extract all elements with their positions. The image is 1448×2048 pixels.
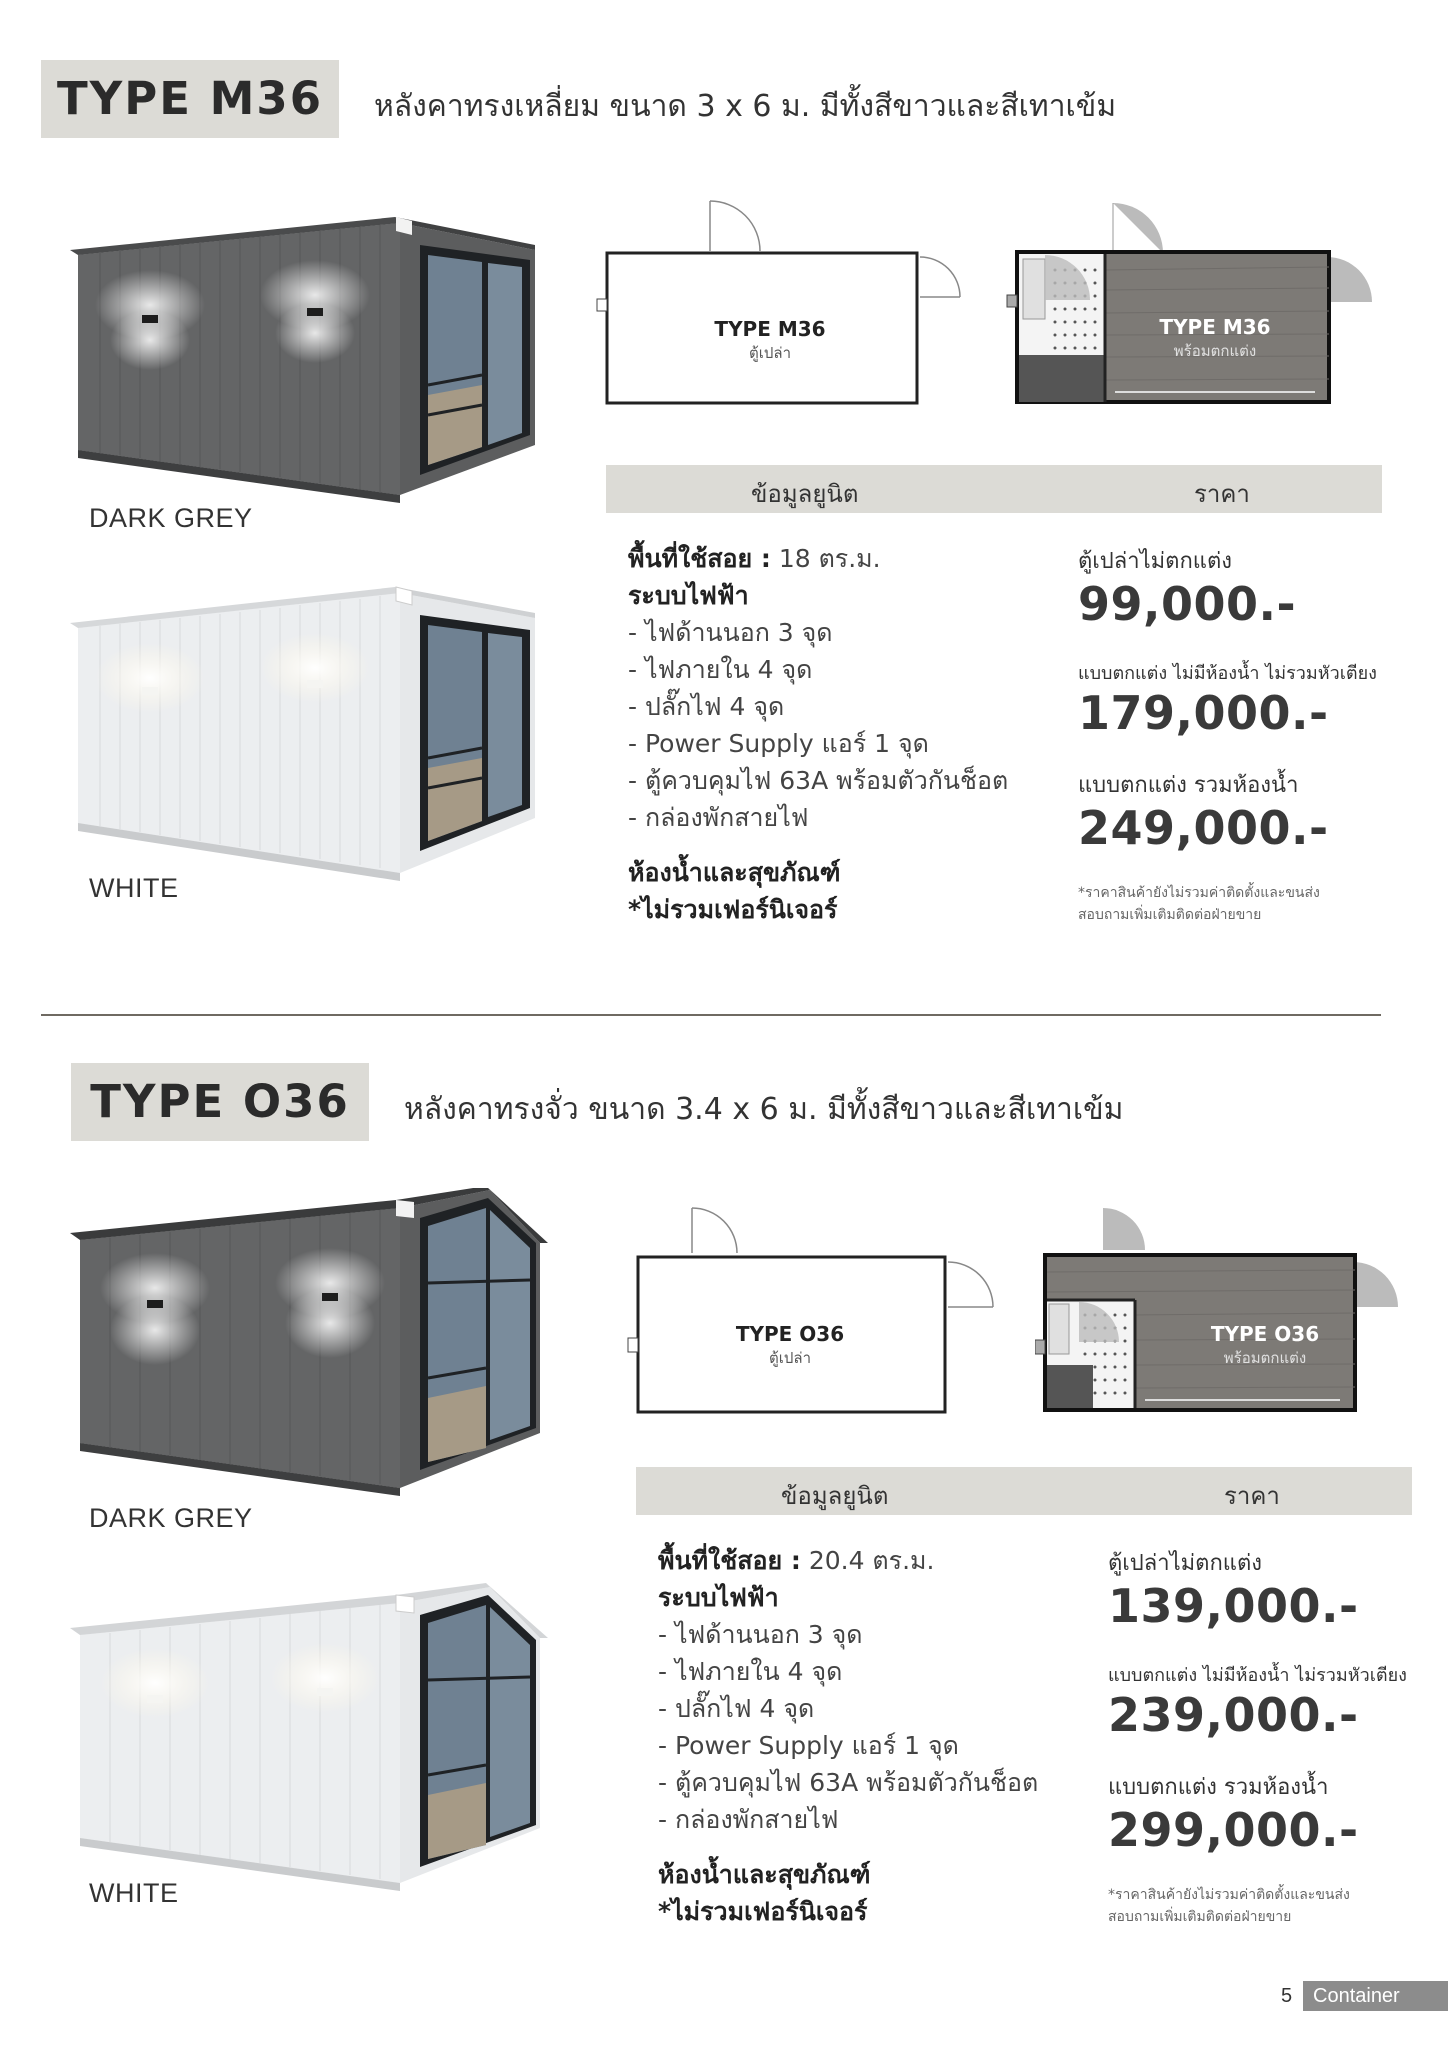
o36-finished-plan-title: TYPE O36 [1210, 1322, 1320, 1346]
m36-electrical-label: ระบบไฟฟ้า [628, 581, 749, 610]
o36-electrical-label: ระบบไฟฟ้า [658, 1583, 779, 1612]
m36-finished-plan-title: TYPE M36 [1159, 315, 1271, 339]
m36-price-label: แบบตกแต่ง รวมห้องน้ำ [1078, 773, 1299, 798]
m36-price-note: สอบถามเพิ่มเติมติดต่อฝ่ายขาย [1078, 907, 1262, 923]
o36-price-note: สอบถามเพิ่มเติมติดต่อฝ่ายขาย [1108, 1909, 1292, 1925]
o36-area-label: พื้นที่ใช้สอย : [658, 1546, 801, 1575]
m36-dark-grey-label: DARK GREY [89, 503, 253, 533]
section-divider [41, 1014, 1381, 1016]
o36-price-value: 299,000.- [1108, 1803, 1359, 1857]
m36-empty-plan-title: TYPE M36 [714, 317, 826, 341]
o36-electrical-item: - ไฟภายใน 4 จุด [658, 1657, 843, 1686]
m36-furniture-note: *ไม่รวมเฟอร์นิเจอร์ [628, 895, 838, 924]
o36-unit-info-header: ข้อมูลยูนิต [781, 1482, 889, 1510]
m36-area-value: 18 ตร.ม. [778, 544, 881, 573]
m36-empty-plan-drawing [590, 195, 970, 425]
m36-empty-floor-plan [590, 195, 970, 425]
o36-empty-plan-title: TYPE O36 [735, 1322, 845, 1346]
m36-info-header-bar [606, 465, 1382, 513]
m36-price-value: 179,000.- [1078, 686, 1329, 740]
page-number: 5 [1281, 1985, 1293, 2007]
m36-empty-plan-subtitle: ตู้เปล่า [748, 345, 791, 362]
o36-finished-plan-subtitle: พร้อมตกแต่ง [1223, 1350, 1307, 1367]
m36-price-label: แบบตกแต่ง ไม่มีห้องน้ำ ไม่รวมหัวเตียง [1078, 663, 1377, 684]
o36-price-option [1108, 1545, 1428, 1632]
type-m36-description: หลังคาทรงเหลี่ยม ขนาด 3 x 6 ม. มีทั้งสีขาวและสีเทาเข้ม [374, 89, 1117, 124]
o36-price-option [1108, 1769, 1428, 1856]
m36-spec-list [628, 540, 1078, 928]
o36-price-label: แบบตกแต่ง ไม่มีห้องน้ำ ไม่รวมหัวเตียง [1108, 1665, 1407, 1686]
o36-price-value: 139,000.- [1108, 1579, 1359, 1633]
m36-finished-plan-drawing [1005, 195, 1390, 425]
o36-price-label: แบบตกแต่ง รวมห้องน้ำ [1108, 1775, 1329, 1800]
o36-empty-plan-drawing [620, 1200, 1000, 1425]
m36-electrical-item: - ตู้ควบคุมไฟ 63A พร้อมตัวกันช็อต [628, 766, 1009, 795]
o36-electrical-item: - ตู้ควบคุมไฟ 63A พร้อมตัวกันช็อต [658, 1768, 1039, 1797]
o36-dark-grey-label: DARK GREY [89, 1503, 253, 1533]
m36-electrical-item: - ไฟภายใน 4 จุด [628, 655, 813, 684]
m36-finished-plan-subtitle: พร้อมตกแต่ง [1173, 343, 1257, 360]
o36-price-list [1108, 1545, 1428, 1928]
o36-finished-plan-drawing [1035, 1200, 1410, 1425]
o36-price-value: 239,000.- [1108, 1688, 1359, 1742]
m36-price-option [1078, 543, 1398, 630]
o36-finished-floor-plan [1035, 1200, 1410, 1425]
o36-white-render [70, 1583, 550, 1893]
o36-electrical-item: - ปลั๊กไฟ 4 จุด [658, 1694, 815, 1723]
o36-white-label: WHITE [89, 1878, 179, 1908]
o36-bathroom-label: ห้องน้ำและสุขภัณฑ์ [658, 1860, 871, 1889]
m36-electrical-item: - ปลั๊กไฟ 4 จุด [628, 692, 785, 721]
m36-price-value: 249,000.- [1078, 801, 1329, 855]
m36-price-label: ตู้เปล่าไม่ตกแต่ง [1078, 549, 1232, 574]
o36-price-header: ราคา [1224, 1482, 1280, 1510]
m36-white-label: WHITE [89, 873, 179, 903]
o36-electrical-item: - กล่องพักสายไฟ [658, 1805, 839, 1834]
o36-dark-grey-render [70, 1188, 550, 1498]
m36-finished-floor-plan [1005, 195, 1390, 425]
o36-spec-list [658, 1542, 1108, 1930]
footer-category-tag: Container [1303, 1981, 1448, 2011]
m36-price-note: *ราคาสินค้ายังไม่รวมค่าติดตั้งและขนส่ง [1078, 885, 1320, 901]
m36-price-list [1078, 543, 1398, 926]
o36-electrical-item: - Power Supply แอร์ 1 จุด [658, 1731, 959, 1760]
type-m36-heading: TYPE M36 [41, 60, 339, 138]
m36-price-option [1078, 658, 1398, 739]
m36-electrical-item: - Power Supply แอร์ 1 จุด [628, 729, 929, 758]
o36-empty-plan-subtitle: ตู้เปล่า [768, 1350, 811, 1367]
m36-dark-grey-render [70, 215, 550, 505]
o36-electrical-item: - ไฟด้านนอก 3 จุด [658, 1620, 863, 1649]
m36-white-render [70, 583, 550, 883]
o36-area-value: 20.4 ตร.ม. [808, 1546, 935, 1575]
m36-electrical-item: - กล่องพักสายไฟ [628, 803, 809, 832]
m36-unit-info-header: ข้อมูลยูนิต [751, 480, 859, 508]
m36-price-value: 99,000.- [1078, 577, 1297, 631]
type-o36-description: หลังคาทรงจั่ว ขนาด 3.4 x 6 ม. มีทั้งสีขาวและสีเทาเข้ม [404, 1092, 1124, 1127]
o36-price-note: *ราคาสินค้ายังไม่รวมค่าติดตั้งและขนส่ง [1108, 1887, 1350, 1903]
o36-price-option [1108, 1660, 1428, 1741]
o36-empty-floor-plan [620, 1200, 1000, 1425]
m36-electrical-item: - ไฟด้านนอก 3 จุด [628, 618, 833, 647]
m36-area-label: พื้นที่ใช้สอย : [628, 544, 771, 573]
m36-price-option [1078, 767, 1398, 854]
o36-furniture-note: *ไม่รวมเฟอร์นิเจอร์ [658, 1897, 868, 1926]
m36-price-header: ราคา [1194, 480, 1250, 508]
m36-bathroom-label: ห้องน้ำและสุขภัณฑ์ [628, 858, 841, 887]
o36-price-label: ตู้เปล่าไม่ตกแต่ง [1108, 1551, 1262, 1576]
o36-info-header-bar [636, 1467, 1412, 1515]
type-o36-heading: TYPE O36 [71, 1063, 369, 1141]
